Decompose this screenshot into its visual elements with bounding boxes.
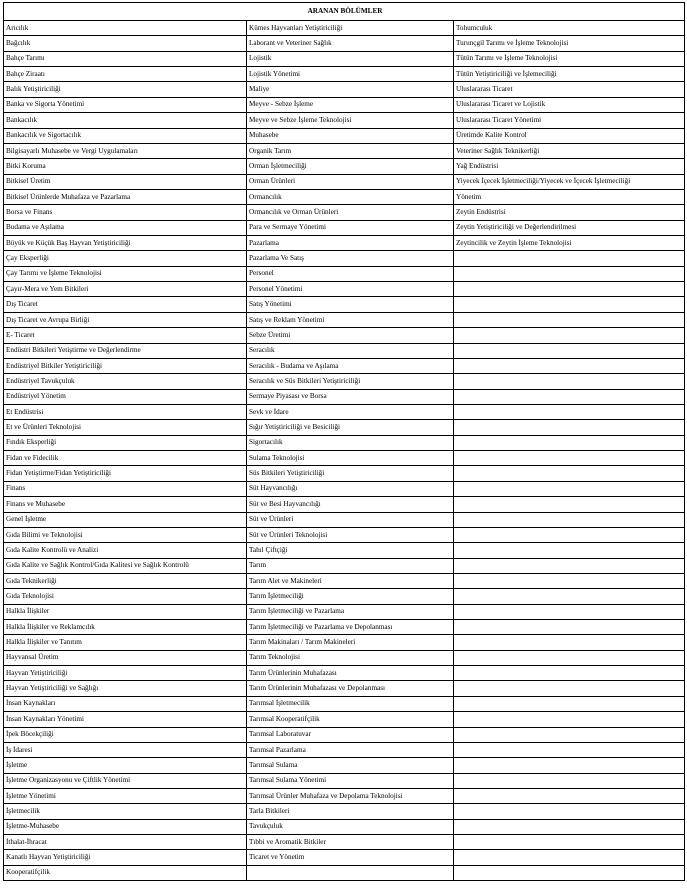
table-cell: E- Ticaret bbox=[4, 328, 247, 343]
table-row bbox=[4, 174, 685, 189]
table-row bbox=[4, 650, 685, 665]
table-cell: Süt Hayvancılığı bbox=[247, 481, 454, 496]
table-row bbox=[4, 451, 685, 466]
table-cell bbox=[454, 497, 685, 512]
table-cell: Süt ve Ürünleri Teknolojisi bbox=[247, 527, 454, 542]
table-cell bbox=[454, 773, 685, 788]
table-cell bbox=[454, 527, 685, 542]
table-cell: Tütün Yetiştiriciliği ve İşlemeciliği bbox=[454, 67, 685, 82]
table-cell: Bankacılık bbox=[4, 113, 247, 128]
table-row bbox=[4, 435, 685, 450]
table-cell bbox=[454, 374, 685, 389]
table-cell: Bitki Koruma bbox=[4, 159, 247, 174]
table-cell: Tarımsal İşletmecilik bbox=[247, 696, 454, 711]
table-cell: İnsan Kaynakları bbox=[4, 696, 247, 711]
table-cell: Seracılık - Budama ve Aşılama bbox=[247, 358, 454, 373]
table-cell bbox=[454, 620, 685, 635]
table-row bbox=[4, 236, 685, 251]
table-cell: Banka ve Sigorta Yönetimi bbox=[4, 97, 247, 112]
table-row bbox=[4, 97, 685, 112]
table-cell bbox=[454, 865, 685, 880]
table-cell: Budama ve Aşılama bbox=[4, 220, 247, 235]
table-cell bbox=[454, 788, 685, 803]
table-cell: Çay Tarımı ve İşleme Teknolojisi bbox=[4, 266, 247, 281]
table-body bbox=[4, 21, 685, 881]
table-row bbox=[4, 558, 685, 573]
table-cell bbox=[454, 635, 685, 650]
table-cell: Laborant ve Veteriner Sağlık bbox=[247, 36, 454, 51]
table-cell: Gıda Teknolojisi bbox=[4, 589, 247, 604]
table-row bbox=[4, 635, 685, 650]
table-cell: Et ve Ürünleri Teknolojisi bbox=[4, 420, 247, 435]
table-cell: Yağ Endüstrisi bbox=[454, 159, 685, 174]
table-cell: Orman Ürünleri bbox=[247, 174, 454, 189]
table-row bbox=[4, 681, 685, 696]
table-cell: Tohumculuk bbox=[454, 21, 685, 36]
table-row bbox=[4, 343, 685, 358]
table-cell: Tarım Alet ve Makineleri bbox=[247, 573, 454, 588]
table-title: ARANAN BÖLÜMLER bbox=[4, 3, 685, 21]
table-cell: Ormancılık ve Orman Ürünleri bbox=[247, 205, 454, 220]
table-cell: Turunçgil Tarımı ve İşleme Teknolojisi bbox=[454, 36, 685, 51]
table-cell: Muhasebe bbox=[247, 128, 454, 143]
table-cell: Tarım Ürünlerinin Muhafazası bbox=[247, 666, 454, 681]
table-cell bbox=[454, 389, 685, 404]
table-row bbox=[4, 205, 685, 220]
table-cell bbox=[454, 451, 685, 466]
table-cell bbox=[454, 435, 685, 450]
table-cell: Çay Eksperliği bbox=[4, 251, 247, 266]
table-row bbox=[4, 589, 685, 604]
table-row bbox=[4, 113, 685, 128]
table-row bbox=[4, 21, 685, 36]
table-cell bbox=[454, 512, 685, 527]
table-cell: Tarım İşletmeciliği bbox=[247, 589, 454, 604]
table-cell: Finans bbox=[4, 481, 247, 496]
table-cell: Gıda Kalite ve Sağlık Kontrol/Gıda Kalitesi ve Sağlık Kontrolü bbox=[4, 558, 247, 573]
table-cell: Tütün Tarımı ve İşleme Teknolojisi bbox=[454, 51, 685, 66]
table-cell: Ticaret ve Yönetim bbox=[247, 850, 454, 865]
table-cell bbox=[454, 712, 685, 727]
table-row bbox=[4, 512, 685, 527]
table-cell: Meyve ve Sebze İşleme Teknolojisi bbox=[247, 113, 454, 128]
table-cell bbox=[454, 266, 685, 281]
table-cell: Gıda Teknikerliği bbox=[4, 573, 247, 588]
table-cell: Pazarlama bbox=[247, 236, 454, 251]
table-row bbox=[4, 312, 685, 327]
table-cell bbox=[454, 466, 685, 481]
table-row bbox=[4, 466, 685, 481]
table-row bbox=[4, 666, 685, 681]
table-row bbox=[4, 266, 685, 281]
table-cell: Fidan Yetiştirme/Fidan Yetiştiriciliği bbox=[4, 466, 247, 481]
table-cell: Sığır Yetiştiriciliği ve Besiciliği bbox=[247, 420, 454, 435]
table-cell: İşletme Organizasyonu ve Çiftlik Yönetimi bbox=[4, 773, 247, 788]
table-cell bbox=[454, 343, 685, 358]
table-cell: Üretimde Kalite Kontrol bbox=[454, 128, 685, 143]
table-cell: Dış Ticaret bbox=[4, 297, 247, 312]
table-cell bbox=[454, 312, 685, 327]
table-cell: Çayır-Mera ve Yem Bitkileri bbox=[4, 282, 247, 297]
table-row bbox=[4, 358, 685, 373]
table-cell: Tarımsal Sulama bbox=[247, 758, 454, 773]
table-cell: Halkla İlişkiler bbox=[4, 604, 247, 619]
table-cell: Zeytin Endüstrisi bbox=[454, 205, 685, 220]
table-cell bbox=[454, 404, 685, 419]
table-row bbox=[4, 696, 685, 711]
table-cell: Zeytincilik ve Zeytin İşleme Teknolojisi bbox=[454, 236, 685, 251]
table-row bbox=[4, 788, 685, 803]
table-cell: Bağcılık bbox=[4, 36, 247, 51]
table-cell: Sigortacılık bbox=[247, 435, 454, 450]
table-cell: Endüstriyel Tavukçuluk bbox=[4, 374, 247, 389]
table-cell bbox=[454, 297, 685, 312]
table-cell bbox=[454, 251, 685, 266]
table-cell: İthalat-İhracat bbox=[4, 835, 247, 850]
table-row bbox=[4, 389, 685, 404]
table-cell: Organik Tarım bbox=[247, 143, 454, 158]
table-cell: Uluslararası Ticaret bbox=[454, 82, 685, 97]
table-row bbox=[4, 128, 685, 143]
table-cell bbox=[454, 650, 685, 665]
table-cell: İşletme-Muhasebe bbox=[4, 819, 247, 834]
table-cell bbox=[454, 420, 685, 435]
table-cell: Balık Yetiştiriciliği bbox=[4, 82, 247, 97]
table-cell: İnsan Kaynakları Yönetimi bbox=[4, 712, 247, 727]
table-cell: Tarımsal Sulama Yönetimi bbox=[247, 773, 454, 788]
table-row bbox=[4, 404, 685, 419]
table-cell bbox=[454, 758, 685, 773]
table-cell bbox=[454, 282, 685, 297]
table-cell: Endüstriyel Bitkiler Yetiştiriciliği bbox=[4, 358, 247, 373]
table-cell: Kümes Hayvanları Yetiştiriciliği bbox=[247, 21, 454, 36]
table-cell: Seracılık ve Süs Bitkileri Yetiştiriciliği bbox=[247, 374, 454, 389]
table-row bbox=[4, 143, 685, 158]
table-cell: Sermaye Piyasası ve Borsa bbox=[247, 389, 454, 404]
table-cell bbox=[454, 850, 685, 865]
table-row bbox=[4, 374, 685, 389]
table-cell: Personel Yönetimi bbox=[247, 282, 454, 297]
table-cell bbox=[247, 865, 454, 880]
table-cell: Sulama Teknolojisi bbox=[247, 451, 454, 466]
table-cell: Kanatlı Hayvan Yetiştiriciliği bbox=[4, 850, 247, 865]
table-cell: Para ve Sermaye Yönetimi bbox=[247, 220, 454, 235]
table-row bbox=[4, 819, 685, 834]
table-cell: Et Endüstrisi bbox=[4, 404, 247, 419]
table-row bbox=[4, 742, 685, 757]
table-row bbox=[4, 527, 685, 542]
table-row bbox=[4, 573, 685, 588]
table-row bbox=[4, 620, 685, 635]
table-cell: Sevk ve İdare bbox=[247, 404, 454, 419]
table-cell: Satış ve Reklam Yönetimi bbox=[247, 312, 454, 327]
table-row bbox=[4, 159, 685, 174]
table-cell: Tarım bbox=[247, 558, 454, 573]
table-cell: Fidan ve Fidecilik bbox=[4, 451, 247, 466]
table-cell bbox=[454, 804, 685, 819]
table-row bbox=[4, 251, 685, 266]
table-row bbox=[4, 481, 685, 496]
table-cell: İşletme bbox=[4, 758, 247, 773]
table-cell: Bankacılık ve Sigortacılık bbox=[4, 128, 247, 143]
table-cell: Tarımsal Pazarlama bbox=[247, 742, 454, 757]
table-cell bbox=[454, 358, 685, 373]
table-cell bbox=[454, 835, 685, 850]
table-cell bbox=[454, 819, 685, 834]
table-cell: Uluslararası Ticaret Yönetimi bbox=[454, 113, 685, 128]
table-cell: Süt ve Besi Hayvancılığı bbox=[247, 497, 454, 512]
table-cell bbox=[454, 328, 685, 343]
table-row bbox=[4, 497, 685, 512]
table-cell: Uluslararası Ticaret ve Lojistik bbox=[454, 97, 685, 112]
table-row bbox=[4, 727, 685, 742]
table-cell: Hayvan Yetiştiriciliği bbox=[4, 666, 247, 681]
table-cell: Bilgisayarlı Muhasebe ve Vergi Uygulamaları bbox=[4, 143, 247, 158]
table-cell: Tarımsal Laboratuvar bbox=[247, 727, 454, 742]
table-cell: Endüstriyel Yönetim bbox=[4, 389, 247, 404]
table-cell: Fındık Eksperliği bbox=[4, 435, 247, 450]
table-cell bbox=[454, 543, 685, 558]
table-cell: Tıbbi ve Aromatik Bitkiler bbox=[247, 835, 454, 850]
table-row bbox=[4, 67, 685, 82]
table-cell: İpek Böcekçiliği bbox=[4, 727, 247, 742]
table-row bbox=[4, 189, 685, 204]
table-cell bbox=[454, 573, 685, 588]
table-cell: Bahçe Ziraatı bbox=[4, 67, 247, 82]
table-cell bbox=[454, 481, 685, 496]
table-cell: Tarım Teknolojisi bbox=[247, 650, 454, 665]
table-row bbox=[4, 543, 685, 558]
table-cell: İşletme Yönetimi bbox=[4, 788, 247, 803]
table-cell: Gıda Bilimi ve Teknolojisi bbox=[4, 527, 247, 542]
table-cell: Hayvan Yetiştiriciliği ve Sağlığı bbox=[4, 681, 247, 696]
table-cell: Endüstri Bitkileri Yetiştirme ve Değerlendirme bbox=[4, 343, 247, 358]
table-row bbox=[4, 51, 685, 66]
table-row bbox=[4, 220, 685, 235]
table-cell: Süt ve Ürünleri bbox=[247, 512, 454, 527]
table-cell: Satış Yönetimi bbox=[247, 297, 454, 312]
table-cell: Bitkisel Üretim bbox=[4, 174, 247, 189]
table-cell: Pazarlama Ve Satış bbox=[247, 251, 454, 266]
table-cell: Tarım Ürünlerinin Muhafazası ve Depolanması bbox=[247, 681, 454, 696]
table-row bbox=[4, 82, 685, 97]
table-cell: Orman İşletmeciliği bbox=[247, 159, 454, 174]
table-cell: Tarımsal Ürünler Muhafaza ve Depolama Teknolojisi bbox=[247, 788, 454, 803]
table-row bbox=[4, 835, 685, 850]
table-cell: Halkla İlişkiler ve Reklamcılık bbox=[4, 620, 247, 635]
table-cell bbox=[454, 727, 685, 742]
table-row bbox=[4, 604, 685, 619]
table-cell: Zeytin Yetiştiriciliği ve Değerlendirilmesi bbox=[454, 220, 685, 235]
table-cell: Genel İşletme bbox=[4, 512, 247, 527]
table-cell: Lojistik bbox=[247, 51, 454, 66]
table-cell: Borsa ve Finans bbox=[4, 205, 247, 220]
table-cell: Maliye bbox=[247, 82, 454, 97]
table-cell bbox=[454, 558, 685, 573]
table-cell: Süs Bitkileri Yetiştiriciliği bbox=[247, 466, 454, 481]
table-cell: Tarım İşletmeciliği ve Pazarlama ve Depolanması bbox=[247, 620, 454, 635]
table-cell: Lojistik Yönetimi bbox=[247, 67, 454, 82]
table-cell: İşletmecilik bbox=[4, 804, 247, 819]
table-cell: Tarım Makinaları / Tarım Makineleri bbox=[247, 635, 454, 650]
table-cell: Tarımsal Kooperatifçilik bbox=[247, 712, 454, 727]
table-cell: İş İdaresi bbox=[4, 742, 247, 757]
table-cell: Dış Ticaret ve Avrupa Birliği bbox=[4, 312, 247, 327]
table-cell: Hayvansal Üretim bbox=[4, 650, 247, 665]
table-cell: Seracılık bbox=[247, 343, 454, 358]
table-cell: Gıda Kalite Kontrolü ve Analizi bbox=[4, 543, 247, 558]
table-cell: Personel bbox=[247, 266, 454, 281]
table-cell: Sebze Üretimi bbox=[247, 328, 454, 343]
table-cell: Tarla Bitkileri bbox=[247, 804, 454, 819]
table-row bbox=[4, 850, 685, 865]
table-cell: Bahçe Tarımı bbox=[4, 51, 247, 66]
table-header-row bbox=[4, 3, 685, 21]
table-cell: Yiyecek İçecek İşletmeciliği/Yiyecek ve İçecek İşletmeciliği bbox=[454, 174, 685, 189]
table-cell bbox=[454, 666, 685, 681]
table-cell: Arıcılık bbox=[4, 21, 247, 36]
table-cell: Bitkisel Ürünlerde Muhafaza ve Pazarlama bbox=[4, 189, 247, 204]
table-row bbox=[4, 804, 685, 819]
table-cell: Ormancılık bbox=[247, 189, 454, 204]
table-cell: Yönetim bbox=[454, 189, 685, 204]
table-row bbox=[4, 328, 685, 343]
table-row bbox=[4, 282, 685, 297]
table-cell: Büyük ve Küçük Baş Hayvan Yetiştiriciliği bbox=[4, 236, 247, 251]
table-cell: Tahıl Çiftçiği bbox=[247, 543, 454, 558]
table-cell bbox=[454, 589, 685, 604]
table-row bbox=[4, 420, 685, 435]
table-cell bbox=[454, 681, 685, 696]
table-cell bbox=[454, 604, 685, 619]
table-cell: Kooperatifçilik bbox=[4, 865, 247, 880]
table-row bbox=[4, 36, 685, 51]
departments-table bbox=[3, 2, 685, 881]
table-row bbox=[4, 712, 685, 727]
table-cell: Tarım İşletmeciliği ve Pazarlama bbox=[247, 604, 454, 619]
table-cell bbox=[454, 696, 685, 711]
table-row bbox=[4, 773, 685, 788]
table-row bbox=[4, 758, 685, 773]
table-cell: Tavukçuluk bbox=[247, 819, 454, 834]
table-cell bbox=[454, 742, 685, 757]
table-cell: Meyve - Sebze İşleme bbox=[247, 97, 454, 112]
table-cell: Veteriner Sağlık Teknikerliği bbox=[454, 143, 685, 158]
table-cell: Halkla İlişkiler ve Tanıtım bbox=[4, 635, 247, 650]
table-row bbox=[4, 865, 685, 880]
table-cell: Finans ve Muhasebe bbox=[4, 497, 247, 512]
table-row bbox=[4, 297, 685, 312]
